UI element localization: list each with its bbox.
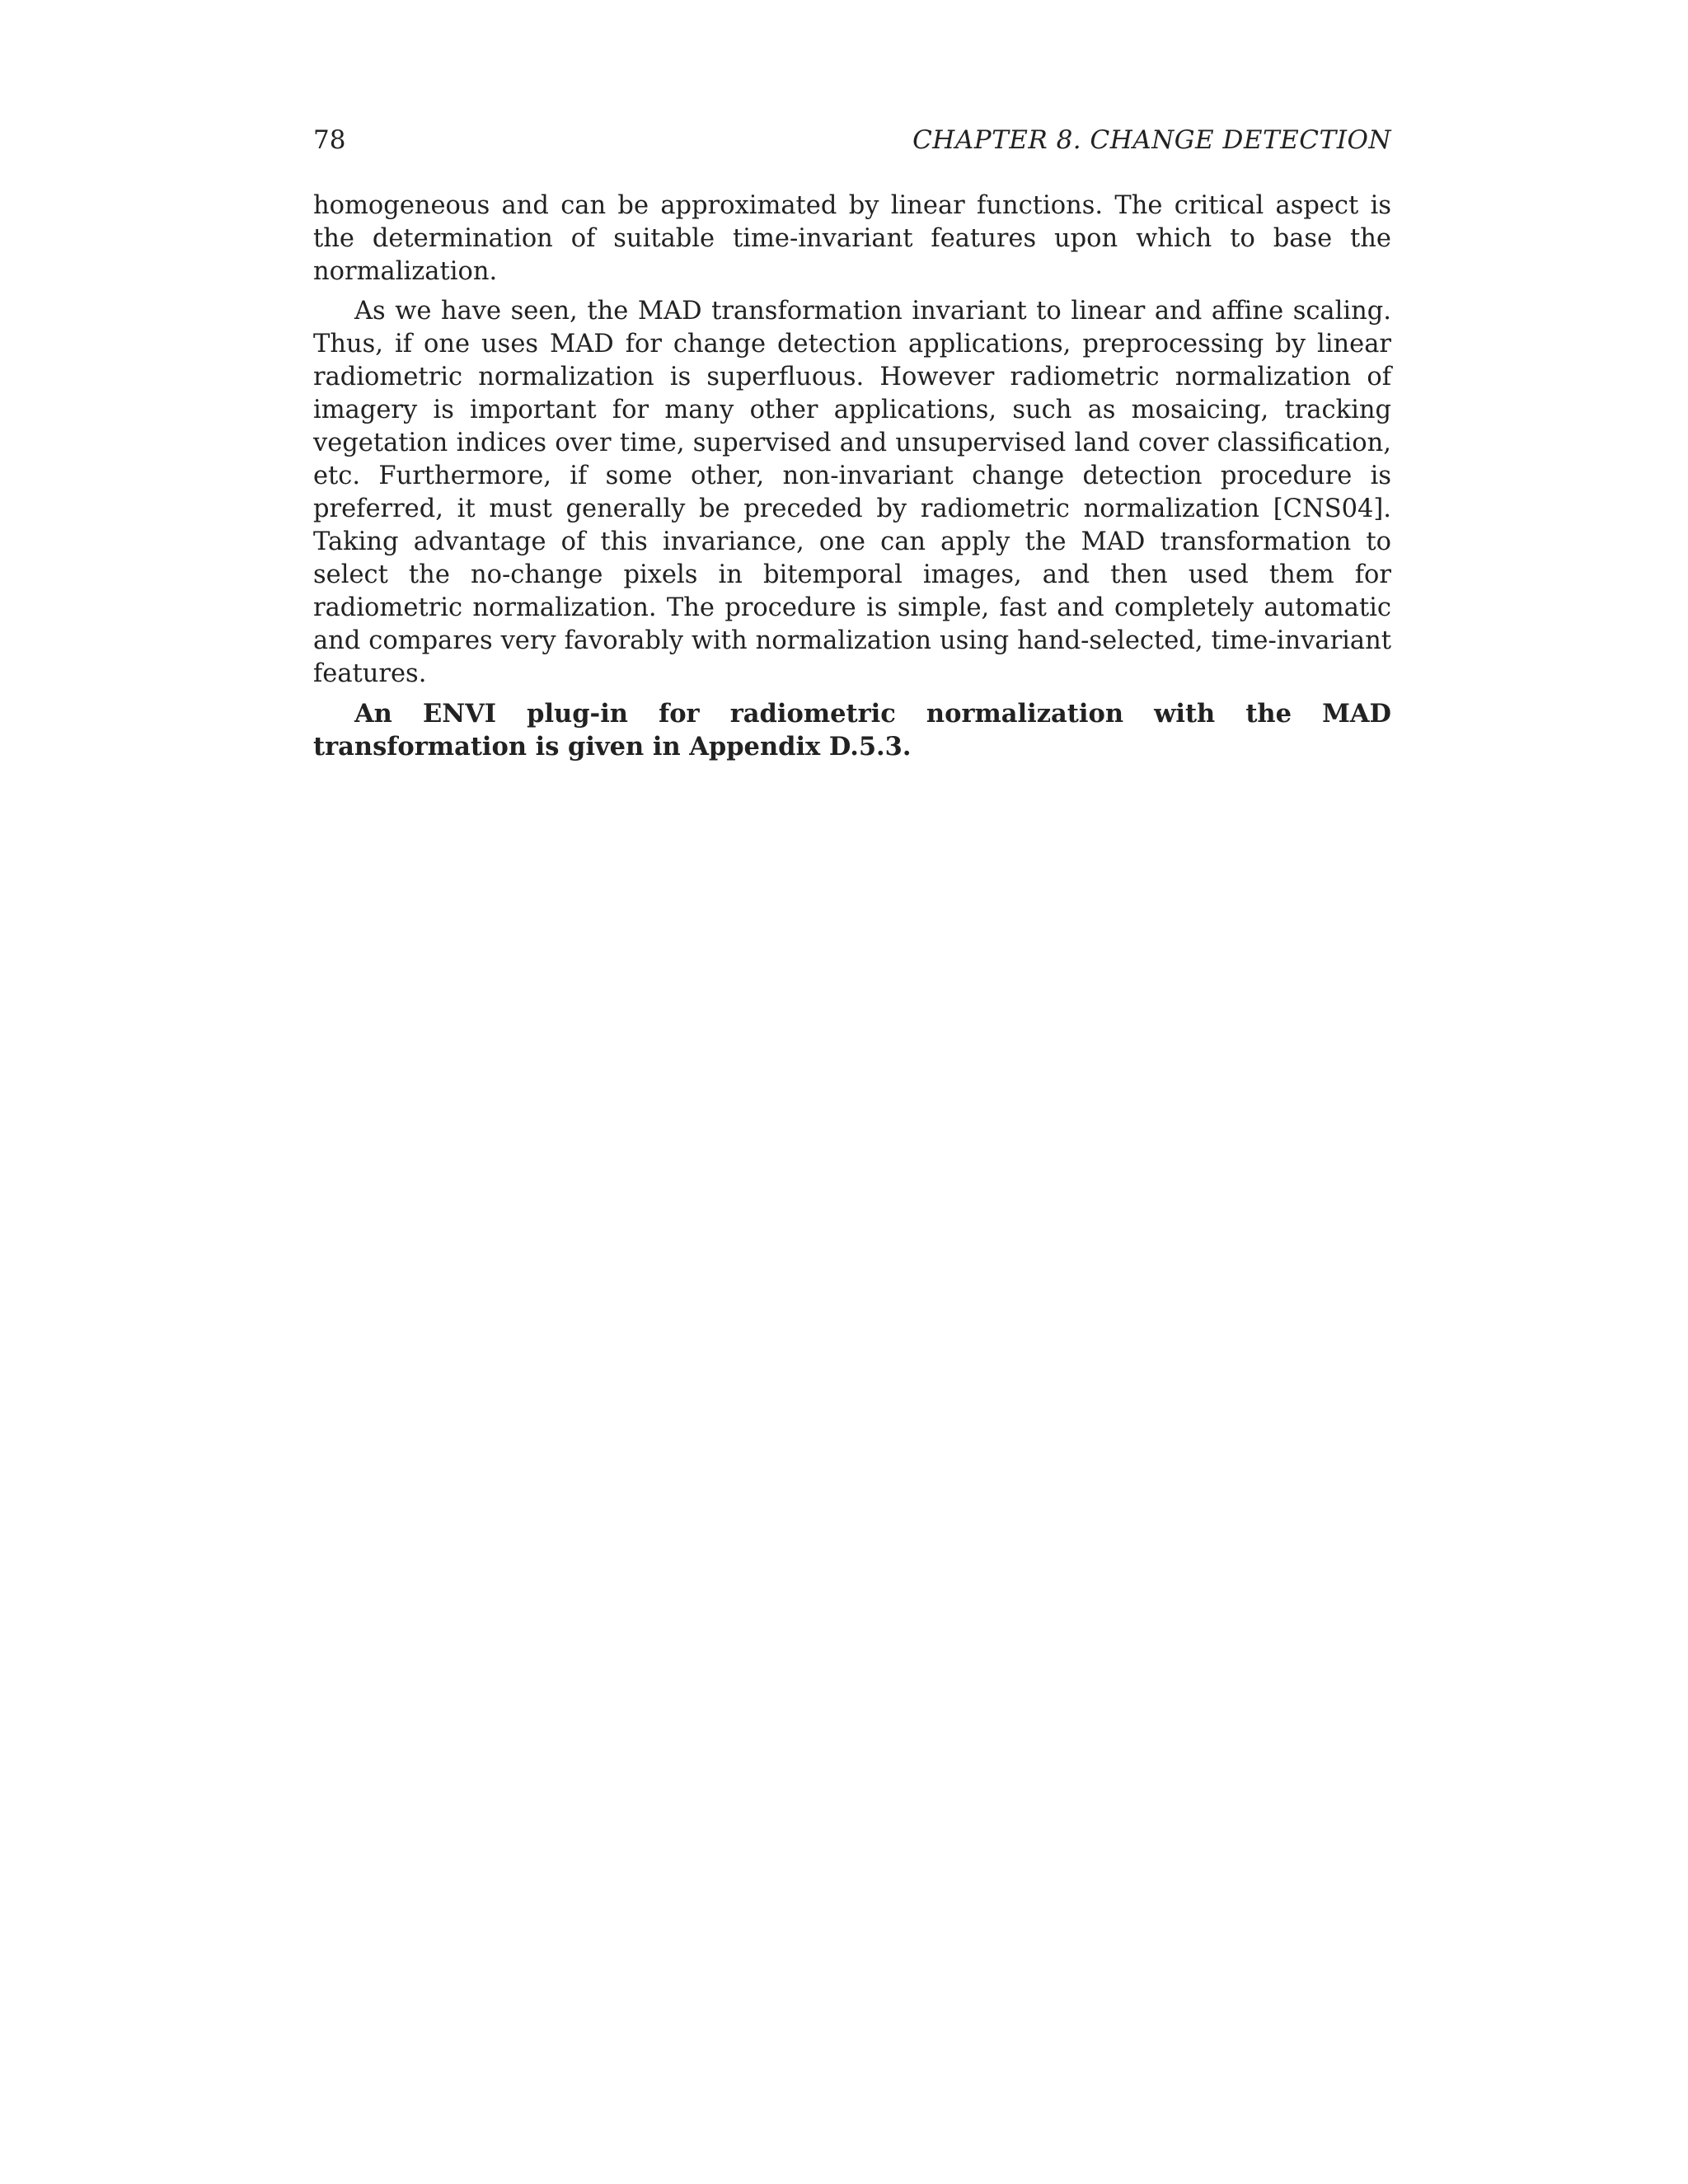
paragraph-mad-invariance: As we have seen, the MAD transformation invariant to linear and affine scaling. Thus, if one uses MAD for change detection applications, preprocessing by linear radiometric normalization is superfluous. However radiometric normalization of imagery is important for many other applications, such as mosaicing, tracking vegetation indices over time, supervised and unsupervised land cover classification, etc. Furthermore, if some other, non-invariant change detection procedure is preferred, it must generally be preceded by radiometric normalization [CNS04]. Taking advantage of this invariance, one can apply the MAD transformation to select the no-change pixels in bitemporal images, and then used them for radiometric normalization. The procedure is simple, fast and completely automatic and compares very favorably with normalization using hand-selected, time-invariant features. [313,297,1391,688]
page [313,124,1391,763]
page-number: 78 [313,125,346,155]
paragraph-envi-plugin-note: An ENVI plug-in for radiometric normalization with the MAD transformation is given in Appendix D.5.3. [313,699,1391,762]
running-title: CHAPTER 8. CHANGE DETECTION [912,125,1391,155]
running-header [313,124,1391,157]
body-text [313,190,1391,763]
paragraph-continuation: homogeneous and can be approximated by linear functions. The critical aspect is the determination of suitable time-invariant features upon which to base the normalization. [313,191,1391,286]
